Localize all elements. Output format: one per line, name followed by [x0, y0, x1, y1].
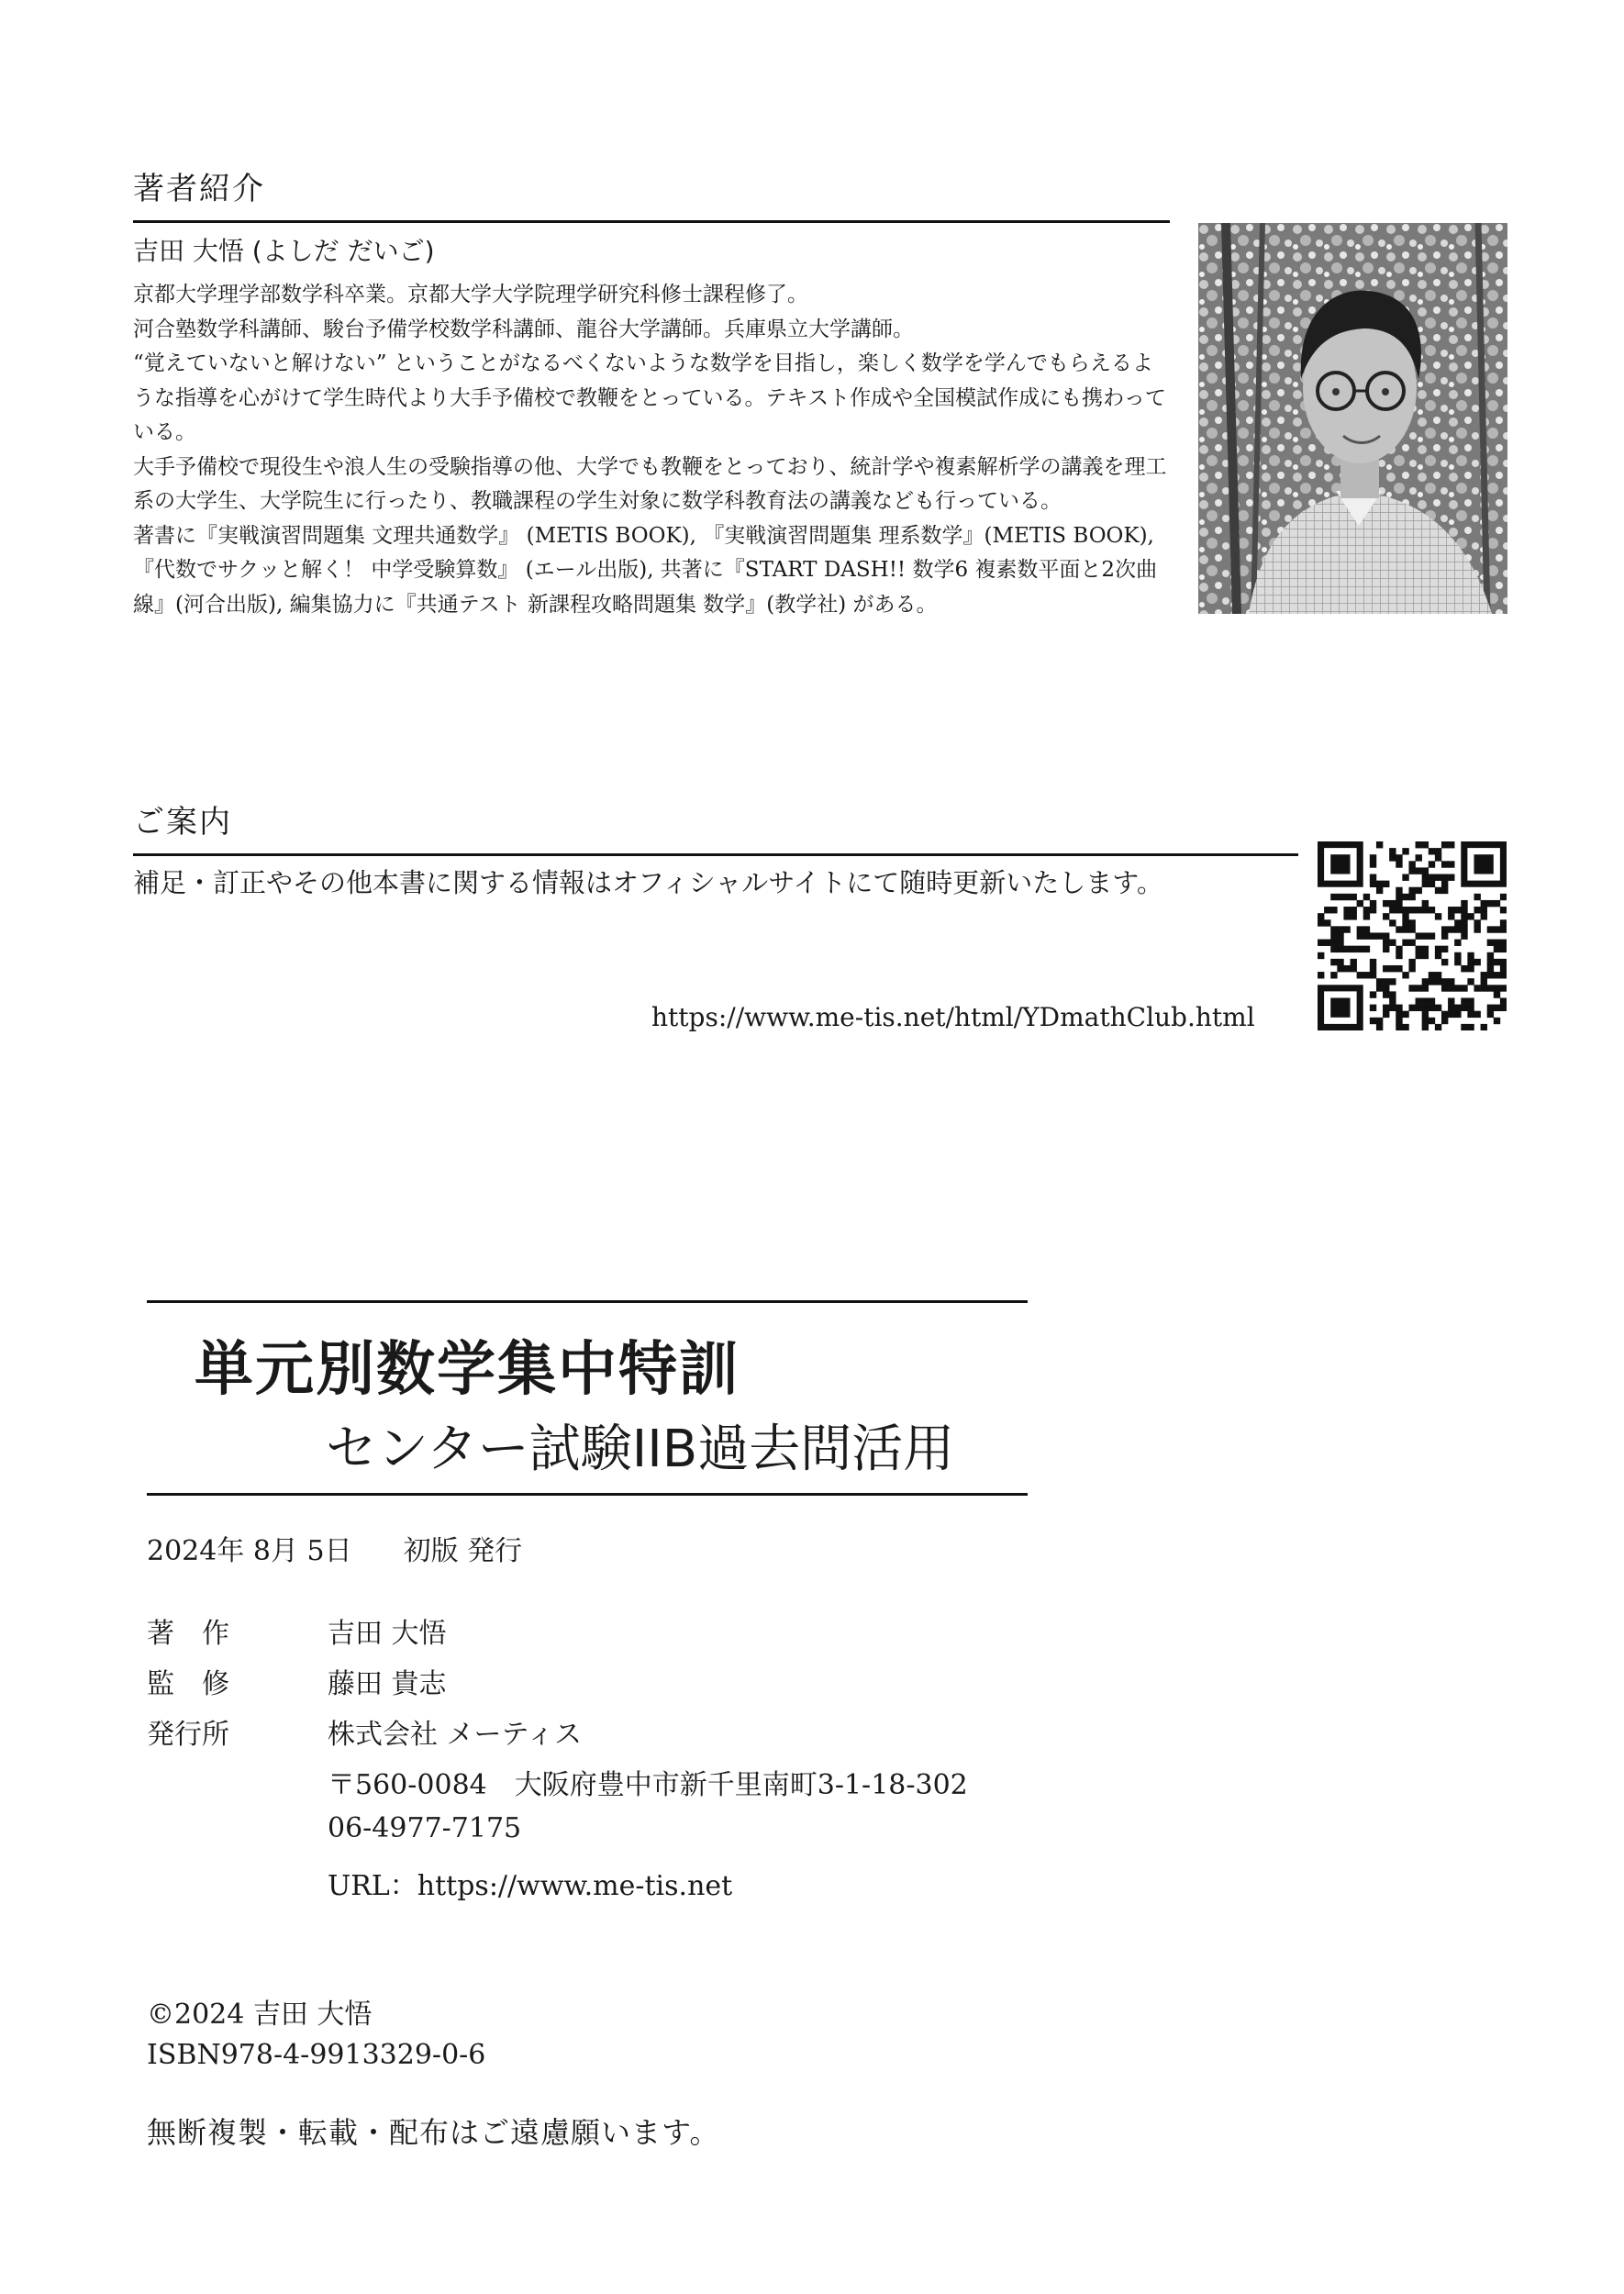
- official-site-link[interactable]: https://www.me-tis.net/html/YDmathClub.html: [651, 1002, 1255, 1032]
- edition: 初版 発行: [403, 1535, 523, 1567]
- author-bio-paragraph: 著書に『実戦演習問題集 文理共通数学』 (METIS BOOK), 『実戦演習問題集 理系数学』(METIS BOOK), 『代数でサクッと解く！ 中学受験算数』 (エール出版), 共著に『START DASH!! 数学6 複素数平面と2次曲線』(河合出版), 編集協力に『共通テスト 新課程攻略問題集 数学』(教学社) がある。: [133, 523, 1158, 617]
- title-bottom-rule: [147, 1493, 1028, 1496]
- publication-date-line: [147, 1528, 573, 1568]
- isbn: ISBN978-4-9913329-0-6: [147, 2039, 486, 2071]
- book-subtitle: センター試験IIB過去問活用: [326, 1420, 955, 1479]
- credit-value-author: 吉田 大悟: [328, 1618, 447, 1650]
- publisher-address: 〒560-0084 大阪府豊中市新千里南町3-1-18-302: [328, 1769, 968, 1801]
- author-bio-paragraph: 京都大学理学部数学科卒業。京都大学大学院理学研究科修士課程修了。: [133, 283, 808, 306]
- author-name: 吉田 大悟 (よしだ だいご): [133, 236, 435, 266]
- publisher-url[interactable]: URL：https://www.me-tis.net: [328, 1870, 733, 1902]
- guide-text: 補足・訂正やその他本書に関する情報はオフィシャルサイトにて随時更新いたします。: [133, 867, 1163, 898]
- book-title: 単元別数学集中特訓: [195, 1335, 740, 1404]
- title-top-rule: [147, 1300, 1028, 1303]
- credit-label-supervisor: 監 修: [147, 1668, 229, 1700]
- guide-section-divider: [133, 853, 1298, 856]
- author-bio-paragraph: 大手予備校で現役生や浪人生の受験指導の他、大学でも教鞭をとっており、統計学や複素解析学の講義を理工系の大学生、大学院生に行ったり、教職課程の学生対象に数学科教育法の講義なども行っている。: [133, 454, 1167, 513]
- publication-date: 2024年 8月 5日: [147, 1535, 352, 1567]
- qr-code[interactable]: [1318, 841, 1507, 1030]
- credit-label-publisher: 発行所: [147, 1719, 229, 1751]
- publisher-phone: 06-4977-7175: [328, 1812, 522, 1844]
- credit-label-author: 著 作: [147, 1618, 229, 1650]
- author-photo: [1198, 223, 1507, 614]
- guide-section-heading: ご案内: [133, 804, 232, 841]
- reproduction-notice: 無断複製・転載・配布はご遠慮願います。: [147, 2115, 720, 2150]
- author-section-heading: 著者紹介: [133, 171, 265, 207]
- author-bio: [133, 278, 1170, 622]
- credit-value-supervisor: 藤田 貴志: [328, 1668, 447, 1700]
- author-bio-paragraph: 河合塾数学科講師、駿台予備学校数学科講師、龍谷大学講師。兵庫県立大学講師。: [133, 317, 914, 341]
- author-bio-paragraph: “覚えていないと解けない” ということがなるべくないような数学を目指し，楽しく数学を学んでもらえるような指導を心がけて学生時代より大手予備校で教鞭をとっている。テキスト作成や全国模試作成にも携わっている。: [133, 351, 1166, 444]
- copyright: ©2024 吉田 大悟: [147, 1999, 373, 2031]
- credit-value-publisher: 株式会社 メーティス: [328, 1719, 583, 1751]
- author-section-divider: [133, 220, 1170, 223]
